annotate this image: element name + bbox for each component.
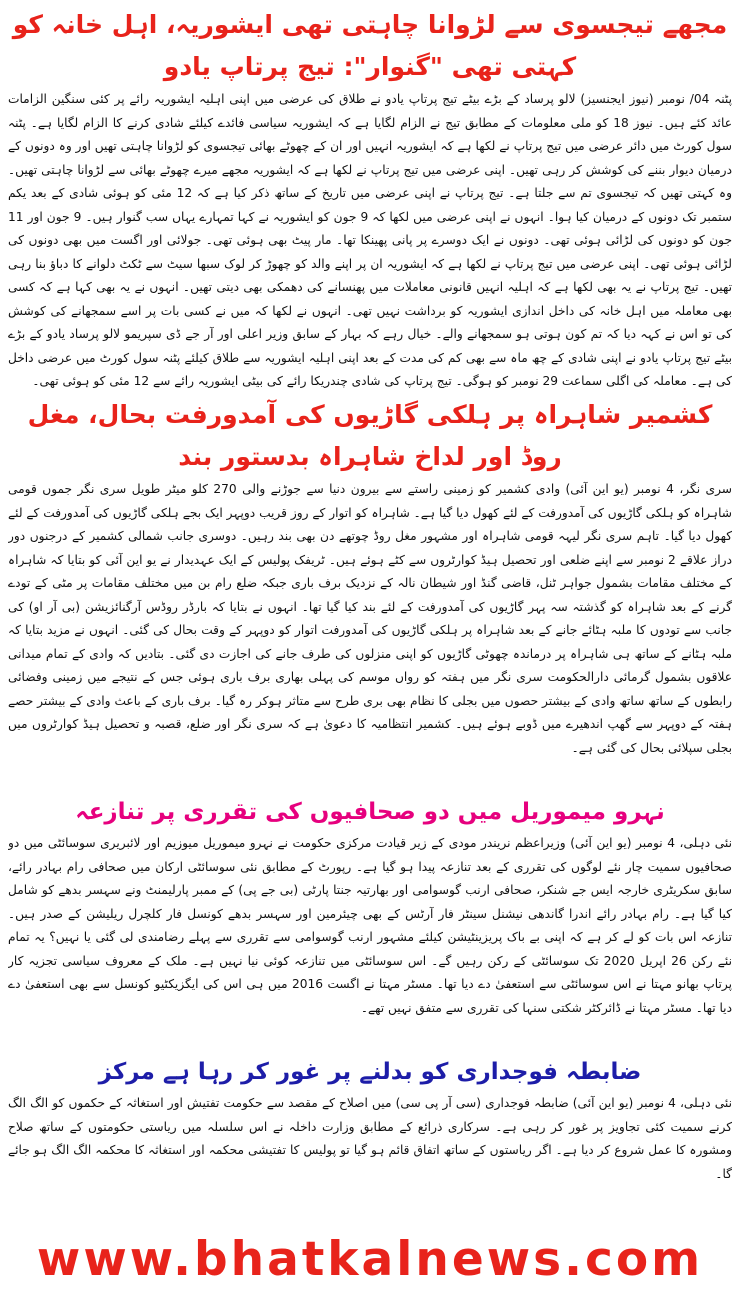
article-body-wrapper bbox=[8, 1092, 732, 1190]
article-body: نئی دہلی، 4 نومبر (یو این آئی) وزیراعظم نریندر مودی کے زیر قیادت مرکزی حکومت نے نہرو میموریل میوزیم اور لائبریری سوسائٹی میں دو صحافیوں سمیت چار نئے لوگوں کی تقرری کے بعد تنازعہ پیدا ہو گیا ہے۔ رپورٹ کے مطابق نئی سوسائٹی ارکان میں صحافی رام بہادر رائے، سابق سکریٹری خارجہ ایس جے شنکر، صحافی ارنب گوسوامی اور بھارتیہ جنتا پارٹی (بی جے پی) کے ممبر پارلیمنٹ ونے سہسر بدھے کو شامل کیا گیا ہے۔ رام بہادر رائے اندرا گاندھی نیشنل سینٹر فار آرٹس کے بھی چیئرمین اور سہسر بدھے کونسل فار کلچرل ریلیشن کے صدر ہیں۔ تنازعہ اس بات کو لے کر ہے کہ اپنی بے باک پریزینٹیشن کیلئے مشہور ارنب گوسوامی سے تقرری سے پہلے رضامندی لی گئی یا نہیں؟ یہ تمام نئے رکن 26 اپریل 2020 تک سوسائٹی کے رکن رہیں گے۔ اس سوسائٹی میں تنازعہ کوئی نیا نہیں ہے۔ ملک کے معروف سیاسی تجزیہ کار پرتاپ بھانو مہتا نے اس سوسائٹی سے استعفیٰ دے دیا تھا۔ مسٹر مہتا نے اگست 2016 میں ہی اس کی ایگزیکٹیو کونسل سے بھی استعفیٰ دے دیا تھا۔ مسٹر مہتا نے ڈائرکٹر شکتی سنہا کی تقرری سے متفق نہیں تھے۔ bbox=[8, 836, 732, 1015]
article-kashmir-highway bbox=[8, 394, 732, 792]
article-body-wrapper bbox=[8, 478, 732, 792]
article-body-wrapper bbox=[8, 88, 732, 394]
article-crpc bbox=[8, 1052, 732, 1190]
website-url[interactable]: www.bhatkalnews.com bbox=[36, 1232, 704, 1287]
article-body: سری نگر، 4 نومبر (یو این آئی) وادی کشمیر کو زمینی راستے سے بیرون دنیا سے جوڑنے والی 270 کلو میٹر طویل سری نگر جموں قومی شاہراہ کو ہلکی گاڑیوں کی آمدورفت کے لئے کھول دیا گیا ہے۔ شاہراہ کو اتوار کے روز قریب دوپہر ایک بجے ہلکی گاڑیوں کی آمدورفت کے لئے کھول دیا گیا۔ تاہم سری نگر لیہہ قومی شاہراہ اور مشہور مغل روڈ چوتھے دن بھی بند رہیں۔ دوسری جانب شمالی کشمیر کے درجنوں دور دراز علاقے 2 نومبر سے اپنے ضلعی اور تحصیل ہیڈ کوارٹروں سے کٹے ہوئے ہیں۔ ٹریفک پولیس کے ایک عہدیدار نے یو این آئی کو بتایا کہ شاہراہ کے مختلف مقامات بشمول جواہر ٹنل، قاضی گنڈ اور شیطان نالہ کے نزدیک برف باری جبکہ ضلع رام بن میں مختلف مقامات پر مٹی کے تودے گرنے کے بعد شاہراہ کو گذشتہ سہ پہر گاڑیوں کی آمدورفت کے لئے بند کیا گیا تھا۔ انہوں نے بتایا کہ بارڈر روڈس آرگنائزیشن (بی آر او) کی جانب سے تودوں کا ملبہ ہٹائے جانے کے بعد شاہراہ پر ہلکی گاڑیوں کی آمدورفت اتوار کو دوپہر کے وقت بحال کی گئی۔ انہوں نے مزید بتایا کہ ملبہ ہٹانے کے ساتھ ہی شاہراہ پر درماندہ چھوٹی گاڑیوں کو اپنی منزلوں کی طرف جانے کی اجازت دی گئی۔ بتادیں کہ وادی کے تمام میدانی علاقوں بشمول گرمائی دارالحکومت سری نگر میں ہفتہ کو رواں موسم کی پہلی بھاری برف باری ہوئی جس کے نتیجے میں زمینی وفضائی رابطوں کے ساتھ ساتھ وادی کے بیشتر حصوں میں بجلی کا نظام بھی بری طرح سے متاثر ہوکر رہ گیا۔ برف باری کے باعث وادی کے بیشتر حصے ہفتہ کے دوپہر سے گھپ اندھیرے میں ڈوبے ہوئے ہیں۔ کشمیر انتظامیہ کا دعویٰ ہے کہ سری نگر اور ضلع، قصبہ و تحصیل ہیڈ کوارٹروں میں بجلی سپلائی بحال کی گئی ہے۔ bbox=[8, 482, 732, 755]
article-body: پٹنہ 04/ نومبر (نیوز ایجنسیز) لالو پرساد کے بڑے بیٹے تیج پرتاپ یادو نے طلاق کی عرضی میں اپنی اہلیہ ایشوریہ رائے پر کئی سنگین الزامات عائد کئے ہیں۔ نیوز 18 کو ملی معلومات کے مطابق تیج نے الزام لگایا ہے کہ ایشوریہ سیاسی فائدے کیلئے شادی کرنے کا الزام لگایا ہے۔ پٹنہ سول کورٹ میں دائر عرضی میں تیج پرتاپ نے لکھا ہے کہ ایشوریہ انہیں اور ان کے چھوٹے بھائی تیجسوی کو لڑوانا چاہتی تھیں اور وہ دونوں کے درمیان دیوار بننے کی کوشش کر رہی تھیں۔ اپنی عرضی میں تیج پرتاپ نے لکھا ہے کہ ایشوریہ مجھے میرے چھوٹے بھائی سے لڑوانا چاہتی تھیں۔ وہ کہتی تھیں کہ تیجسوی تم سے جلتا ہے۔ تیج پرتاپ نے اپنی عرضی میں تاریخ کے ساتھ ذکر کیا ہے کہ 12 مئی کو ہوئی شادی کے بعد یکم ستمبر تک دونوں کے درمیان کیا ہوا۔ انہوں نے اپنی عرضی میں لکھا کہ 9 جون کو ایشوریہ نے کہا تمہارے یہاں سب گنوار ہیں۔ 9 جون اور 11 جون کو دونوں کی لڑائی ہوئی تھی۔ دونوں نے ایک دوسرے پر پانی پھینکا تھا۔ مار پیٹ بھی ہوئی تھی۔ جولائی اور اگست میں بھی دونوں کی لڑائی ہوئی تھی۔ اپنی عرضی میں تیج پرتاپ نے لکھا ہے کہ ایشوریہ ان پر اپنے والد کو چھوڑ کر لوک سبھا سیٹ سے ٹکٹ دلوانے کا دباؤ بنا رہی تھیں۔ تیج پرتاپ نے یہ بھی لکھا ہے کہ اہلیہ انہیں قانونی معاملات میں پھنسانے کی دھمکی بھی دیتی تھیں۔ انہوں نے یہ بھی کہا ہے کہ کسی بھی معاملہ میں اہل خانہ کی داخل اندازی ایشوریہ کو برداشت نہیں تھی۔ انہوں نے لکھا کہ میں نے کسی بات پر اسے سمجھانے کی کوشش کی تو اس نے کہہ دیا کہ تم کون ہوتی ہو سمجھانے والے۔ خیال رہے کہ بہار کے سابق وزیر اعلی اور آر جے ڈی سپریمو لالو پرساد یادو کے بڑے بیٹے تیج پرتاپ یادو نے اپنی شادی کے چھ ماہ سے بھی کم کی مدت کے بعد اپنی اہلیہ ایشوریہ سے طلاق کیلئے پٹنہ سول کورٹ میں عرضی داخل کی ہے۔ معاملہ کی اگلی سماعت 29 نومبر کو ہوگی۔ تیج پرتاپ کی شادی چندریکا رائے کی بیٹی ایشوریہ رائے سے 12 مئی کو ہوئی تھی۔ bbox=[8, 92, 732, 388]
article-nehru-memorial bbox=[8, 792, 732, 1052]
article-body: نئی دہلی، 4 نومبر (یو این آئی) ضابطہ فوجداری (سی آر پی سی) میں اصلاح کے مقصد سے حکومت تفتیش اور استغاثہ کے حکموں کو الگ الگ کرنے سمیت کئی تجاویز پر غور کر رہی ہے۔ سرکاری ذرائع کے مطابق وزارت داخلہ نے اس سلسلہ میں ریاستی حکومتوں کے ساتھ صلاح ومشورہ کا عمل شروع کر دیا ہے۔ اگر ریاستوں کے ساتھ اتفاق قائم ہو گیا تو پولیس کا تفتیشی محکمہ اور استغاثہ کا محکمہ الگ الگ ہو جائے گا۔ bbox=[8, 1096, 732, 1181]
article-headline: ضابطہ فوجداری کو بدلنے پر غور کر رہا ہے مرکز bbox=[98, 1059, 642, 1085]
article-body-wrapper bbox=[8, 832, 732, 1052]
article-headline: کشمیر شاہراہ پر ہلکی گاڑیوں کی آمدورفت بحال، مغل روڈ اور لداخ شاہراہ بدستور بند bbox=[27, 400, 713, 471]
article-headline: نہرو میموریل میں دو صحافیوں کی تقرری پر تنازعہ bbox=[75, 799, 665, 825]
article-headline: مجھے تیجسوی سے لڑوانا چاہتی تھی ایشوریہ، اہل خانہ کو کہتی تھی "گنوار": تیج پرتاپ یادو bbox=[12, 10, 728, 81]
article-tej-pratap bbox=[8, 4, 732, 394]
